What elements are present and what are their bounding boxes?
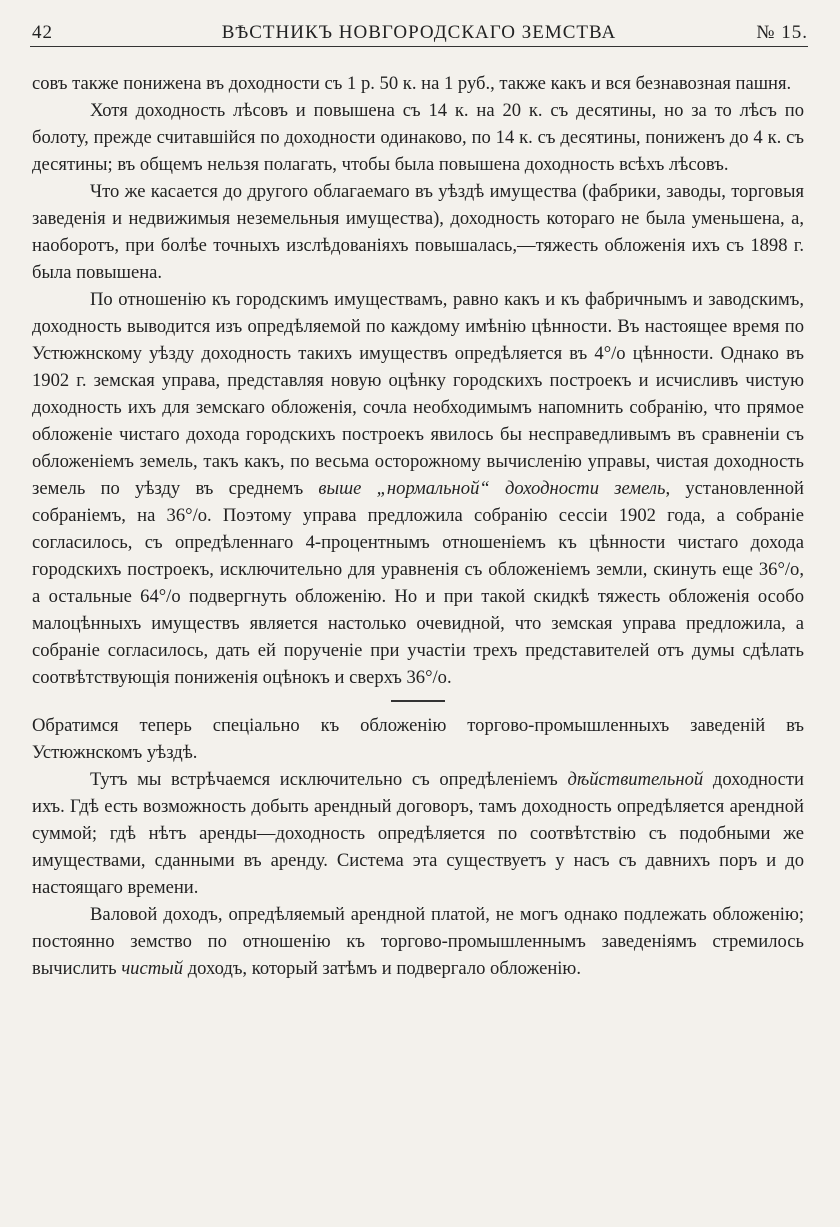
- paragraph-4-text-b: , установленной собраніемъ, на 36°/о. Поэтому управа предложила собранію сессіи 1902 года, а собраніе согласилось, съ опредѣленнаго 4-процентнымъ отношеніемъ къ цѣнности чистаго дохода городскихъ построекъ, исключительно для уравненія съ обложеніемъ земли, скинуть еще 36°/о, а остальные 64°/о подвергнуть обложенію. Но и при такой скидкѣ тяжесть обложенія особо малоцѣнныхъ имуществъ является настолько очевидной, что земская управа предложила, а собраніе согласилось, дать ей порученіе при участіи трехъ представителей отъ думы сдѣлать соотвѣтствующія пониженія оцѣнокъ и сверхъ 36°/о.: [32, 478, 805, 688]
- page-number: 42: [32, 22, 53, 43]
- paragraph-6-text-a: Тутъ мы встрѣчаемся исключительно съ опредѣленіемъ: [90, 769, 568, 790]
- paragraph-6-text-b: доходности ихъ. Гдѣ есть возможность добыть арендный договоръ, тамъ доходность опредѣляется арендной суммой; гдѣ нѣтъ аренды—доходность опредѣляется по соотвѣтствію съ подобными же имуществами, сданными въ аренду. Система эта существуетъ у насъ съ давнихъ поръ и до настоящаго времени.: [32, 769, 805, 898]
- header-rule: [30, 46, 808, 47]
- paragraph-7-text-a: Валовой доходъ, опредѣляемый арендной платой, не могъ однако подлежать обложенію; постоянно земство по отношенію къ торгово-промышленнымъ заведеніямъ стремилось вычислить: [32, 904, 804, 979]
- paragraph-4-emphasis: выше „нормальной“ доходности земель: [318, 478, 666, 499]
- paragraph-7-text-b: доходъ, который затѣмъ и подвергало обложенію.: [183, 958, 581, 979]
- journal-title: ВѢСТНИКЪ НОВГОРОДСКАГО ЗЕМСТВА: [221, 22, 617, 43]
- paragraph-5: Обратимся теперь спеціально къ обложенію торгово-промышленныхъ заведеній въ Устюжнскомъ уѣздѣ.: [32, 715, 804, 763]
- paragraph-3: Что же касается до другого облагаемаго въ уѣздѣ имущества (фабрики, заводы, торговыя заведенія и недвижимыя неземельныя имущества), доходность котораго не была уменьшена, а, наоборотъ, при болѣе точныхъ изслѣдованіяхъ повышалась,—тяжесть обложенія ихъ съ 1898 г. была повышена.: [32, 181, 804, 283]
- paragraph-4-text-a: По отношенію къ городскимъ имуществамъ, равно какъ и къ фабричнымъ и заводскимъ, доходность выводится изъ опредѣляемой по каждому имѣнію цѣнности. Въ настоящее время по Устюжнскому уѣзду доходность такихъ имуществъ опредѣляется въ 4°/о цѣнности. Однако въ 1902 г. земская управа, представляя новую оцѣнку городскихъ построекъ и исчисливъ чистую доходность ихъ для земскаго обложенія, сочла необходимымъ напомнить собранію, что прямое обложеніе чистаго дохода городскихъ построекъ явилось бы несправедливымъ въ сравненіи съ обложеніемъ земель, такъ какъ, по весьма осторожному вычисленію управы, чистая доходность земель по уѣзду въ среднемъ: [32, 289, 804, 499]
- paragraph-2: Хотя доходность лѣсовъ и повышена съ 14 к. на 20 к. съ десятины, но за то лѣсъ по болоту, прежде считавшійся по доходности одинаково, по 14 к. съ десятины, пониженъ до 4 к. съ десятины; въ общемъ нельзя полагать, чтобы была повышена доходность всѣхъ лѣсовъ.: [32, 100, 804, 175]
- paragraph-6: [32, 766, 804, 901]
- paragraph-1: совъ также понижена въ доходности съ 1 р. 50 к. на 1 руб., также какъ и вся безнавозная пашня.: [32, 73, 792, 94]
- paragraph-6-emphasis: дѣйствительной: [567, 769, 704, 790]
- section-separator: [391, 700, 445, 702]
- paragraph-7: [32, 901, 804, 982]
- paragraph-4: [32, 286, 804, 691]
- paragraph-7-emphasis: чистый: [121, 958, 184, 979]
- page-body: [32, 70, 804, 982]
- issue-number: № 15.: [756, 22, 808, 43]
- running-header: [30, 20, 808, 48]
